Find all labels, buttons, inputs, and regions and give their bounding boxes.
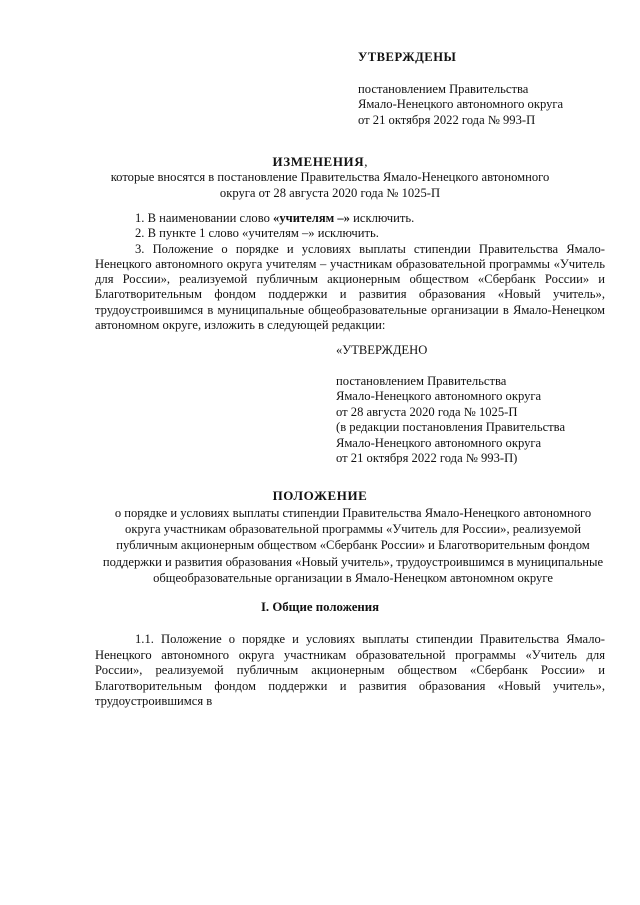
changes-subtitle: которые вносятся в постановление Правительства Ямало-Ненецкого автономного округа от 28 августа 2020 года № 1025-П — [110, 170, 550, 200]
approval-line: от 21 октября 2022 года № 993-П — [358, 112, 536, 127]
changes-title-suffix: , — [364, 154, 368, 169]
approval-line: Ямало-Ненецкого автономного округа — [358, 97, 564, 111]
approval-stamp-new-edition — [336, 343, 616, 467]
regulation-subtitle: о порядке и условиях выплаты стипендии Правительства Ямало-Ненецкого автономного округа участникам образовательной программы «Учитель для России», реализуемой публичным акционерным обществом «Сбербанк России» и Благотворительным фондом поддержки и развития образования «Новый учитель», трудоустроившимся в муниципальные общеобразовательные организации в Ямало-Ненецком автономном округе — [102, 506, 604, 585]
section-heading: I. Общие положения — [260, 600, 380, 614]
approval-line: Ямало-Ненецкого автономного округа — [336, 389, 542, 403]
amendment-item — [95, 211, 605, 226]
section-body — [95, 632, 605, 710]
approval-title: УТВЕРЖДЕНЫ — [358, 50, 457, 64]
amendments-list — [95, 211, 605, 333]
paragraph: 1.1. Положение о порядке и условиях выплаты стипендии Правительства Ямало-Ненецкого автономного округа участникам образовательной программы «Учитель для России», реализуемой публичным акционерным обществом «Сбербанк России» и Благотворительным фондом поддержки и развития образования «Новый учитель», трудоустроившимся в — [95, 632, 605, 708]
approval-line: от 28 августа 2020 года № 1025-П — [336, 404, 518, 419]
amendment-item: 3. Положение о порядке и условиях выплаты стипендии Правительства Ямало-Ненецкого автономного округа учителям – участникам образовательной программы «Учитель для России», реализуемой публичным акционерным обществом «Сбербанк России» и Благотворительным фондом поддержки и развития образования «Новый учитель», трудоустроившимся в муниципальные общеобразовательные организации в Ямало-Ненецком автономном округе, изложить в следующей редакции: — [95, 241, 605, 333]
regulation-title: ПОЛОЖЕНИЕ — [272, 488, 368, 503]
approval-line: постановлением Правительства — [358, 81, 529, 96]
amendment-item: 2. В пункте 1 слово «учителям –» исключить. — [135, 226, 379, 241]
amendment-emphasis: «учителям –» — [273, 211, 350, 225]
amendment-text: 1. В наименовании слово — [135, 211, 274, 225]
approval-line: от 21 октября 2022 года № 993-П) — [336, 451, 518, 465]
approval-line: постановлением Правительства — [336, 373, 507, 388]
amendment-text: исключить. — [349, 211, 415, 225]
approval-stamp — [358, 50, 628, 128]
approval-line: (в редакции постановления Правительства — [336, 420, 566, 434]
approval-title: «УТВЕРЖДЕНО — [336, 343, 428, 357]
changes-heading — [0, 154, 640, 170]
approval-line: Ямало-Ненецкого автономного округа — [336, 435, 542, 450]
changes-title: ИЗМЕНЕНИЯ — [272, 154, 365, 169]
